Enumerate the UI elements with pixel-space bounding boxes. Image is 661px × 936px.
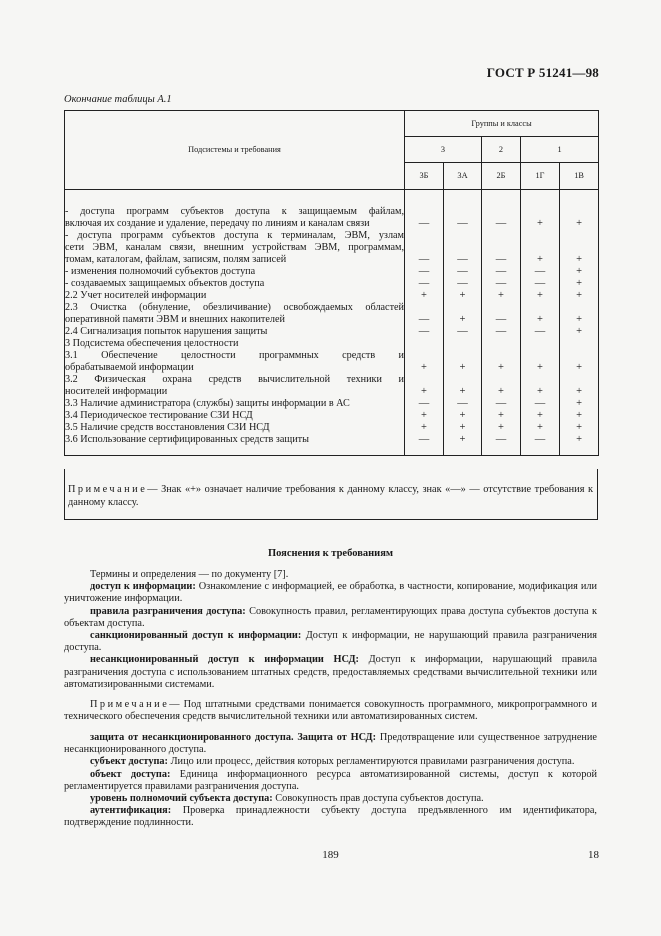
class-mark: + [521,206,560,230]
class-mark: — [482,434,521,446]
requirement-line: 3.3 Наличие администратора (службы) защиты информации в АС [65,397,350,409]
class-mark: + [521,290,560,302]
class-mark: + [521,230,560,266]
requirement-line: носителей информации [65,385,168,397]
requirement-text [65,422,405,434]
table-row [65,350,599,374]
class-mark: — [444,278,482,290]
table-row [65,374,599,398]
class-mark: — [521,398,560,410]
class-mark: + [405,350,444,374]
table-row [65,422,599,434]
requirement-line: 3.6 Использование сертифицированных средств защиты [65,433,309,445]
class-mark: + [560,410,599,422]
class-mark: + [405,374,444,398]
requirement-text [65,230,405,266]
class-mark: — [405,266,444,278]
class-mark: + [521,422,560,434]
requirement-line: 3.2 Физическая охрана средств вычислительной техники и [65,373,404,385]
definition: Доступ к информации, нарушающий правила разграничения доступа с использованием штатных средств, предоставляемых средствами вычислительной техники или автоматизированными системами. [64,654,598,690]
class-mark: + [560,230,599,266]
requirement-line: включая их создание и удаление, передачу по линиям и каналам связи [65,217,370,229]
term: доступ к информации: [90,581,196,593]
requirement-line: 3 Подсистема обеспечения целостности [65,337,239,349]
class-mark: + [444,410,482,422]
sheet-number: 18 [588,849,599,861]
definition: Доступ к информации, не нарушающий правила разграничения доступа. [64,630,597,654]
section-title: Пояснения к требованиям [267,548,394,559]
table-row [65,410,599,422]
class-mark: — [405,326,444,338]
requirement-text [65,278,405,290]
requirement-text [65,302,405,326]
class-mark: + [444,302,482,326]
requirement-line: 2.2 Учет носителей информации [65,289,207,301]
class-1v: 1В [560,163,599,190]
requirements-table [64,110,599,456]
class-mark: — [405,206,444,230]
table-note-text: — Знак «+» означает наличие требования к данному классу, знак «—» — отсутствие требования к данному классу. [68,484,593,508]
class-mark: + [521,302,560,326]
term-definition [64,769,597,793]
requirement-text [65,290,405,302]
table-row [65,398,599,410]
definition: Совокупность правил, регламентирующих права доступа субъектов доступа к объектам доступа. [64,605,597,629]
class-mark: — [482,302,521,326]
class-mark: + [560,374,599,398]
requirement-line: - доступа программ субъектов доступа к терминалам, ЭВМ, узлам [65,229,404,241]
requirement-text [65,206,405,230]
class-mark: + [560,434,599,446]
table-note [68,483,593,509]
requirement-line: сети ЭВМ, каналам связи, внешним устройствам ЭВМ, программам, [65,241,404,253]
table-row [65,266,599,278]
class-mark: — [482,230,521,266]
group-3: 3 [405,137,482,163]
class-mark: + [560,290,599,302]
class-mark: — [444,266,482,278]
class-mark: + [482,410,521,422]
term-definition [64,793,597,805]
column-title: Подсистемы и требования [65,111,405,190]
class-mark: — [482,206,521,230]
class-mark: — [405,398,444,410]
class-mark: — [521,326,560,338]
class-mark [444,338,482,350]
class-mark: + [560,302,599,326]
class-mark: + [521,350,560,374]
class-mark: + [521,374,560,398]
term: уровень полномочий субъекта доступа: [90,793,273,805]
class-mark: + [444,374,482,398]
class-mark: + [405,290,444,302]
class-mark: — [444,326,482,338]
requirement-text [65,434,405,446]
class-3b: 3Б [405,163,444,190]
term-definition [64,581,597,605]
term: защита от несанкционированного доступа. Защита от НСД: [90,732,377,743]
term: объект доступа: [90,768,171,780]
table-caption: Окончание таблицы А.1 [64,94,172,105]
requirement-line: 2.4 Сигнализация попыток нарушения защиты [65,325,268,337]
requirement-text [65,266,405,278]
class-mark: — [521,434,560,446]
class-mark [405,338,444,350]
class-mark: — [482,266,521,278]
class-mark: — [405,434,444,446]
term-definition [64,630,597,654]
class-mark: + [482,290,521,302]
requirement-line: - доступа программ субъектов доступа к защищаемым файлам, [65,205,404,217]
class-mark: — [521,266,560,278]
class-mark: + [444,434,482,446]
definition: Проверка принадлежности субъекту доступа предъявленного им идентификатора, подтверждение подлинности. [64,805,597,829]
class-mark: — [521,278,560,290]
class-mark [521,338,560,350]
intro-paragraph: Термины и определения — по документу [7]. [90,569,289,580]
requirement-text [65,326,405,338]
class-3a: 3А [444,163,482,190]
definition: Ознакомление с информацией, ее обработка, в частности, копирование, модификация или уничтожение информации. [64,581,597,605]
table-row [65,206,599,230]
class-2b: 2Б [482,163,521,190]
definition: Единица информационного ресурса автоматизированной системы, доступ к которой регламентируется правилами разграничения доступа. [64,768,597,792]
table-row [65,434,599,446]
class-mark: + [405,410,444,422]
requirement-line: томам, каталогам, файлам, записям, полям записей [65,253,287,265]
page-number: 189 [322,849,339,861]
explanation-note-text: — Под штатными средствами понимается совокупность программного, микропрограммного и технического обеспечения средств вычислительной техники или автоматизированных систем. [64,699,597,723]
group-1: 1 [521,137,599,163]
table-row [65,290,599,302]
standard-number: ГОСТ Р 51241—98 [486,65,599,80]
explanations-block-2 [64,732,597,830]
requirement-line: - изменения полномочий субъектов доступа [65,265,256,277]
requirement-line: 3.1 Обеспечение целостности программных средств и [65,349,404,361]
term: аутентификация: [90,805,172,817]
class-mark: + [521,410,560,422]
definition: Лицо или процесс, действия которых регламентируются правилами разграничения доступа. [168,756,575,768]
class-mark: + [482,374,521,398]
requirement-text [65,338,405,350]
class-mark: + [560,398,599,410]
class-mark: — [405,230,444,266]
class-mark [560,338,599,350]
definition: Совокупность прав доступа субъектов доступа. [272,793,484,805]
class-mark: + [560,278,599,290]
requirement-text [65,398,405,410]
table-row [65,230,599,266]
class-mark: + [560,422,599,434]
requirement-line: - создаваемых защищаемых объектов доступа [65,277,265,289]
term: несанкционированный доступ к информации НСД: [90,654,359,666]
requirement-text [65,410,405,422]
table-note-label: Примечание [68,484,148,495]
class-1g: 1Г [521,163,560,190]
class-mark: + [444,422,482,434]
class-mark: + [444,350,482,374]
class-mark: + [560,206,599,230]
class-mark [482,338,521,350]
class-mark: — [444,398,482,410]
table-row [65,326,599,338]
class-mark: — [405,278,444,290]
requirement-text [65,350,405,374]
term: правила разграничения доступа: [90,605,246,617]
definition: Предотвращение или существенное затруднение несанкционированного доступа. [64,732,597,756]
table-row [65,302,599,326]
groups-title: Группы и классы [405,111,599,137]
explanations-block-1 [64,569,597,691]
requirement-text [65,374,405,398]
requirement-line: 3.5 Наличие средств восстановления СЗИ НСД [65,421,270,433]
table-row [65,338,599,350]
class-mark: — [405,302,444,326]
term-definition [64,654,597,691]
class-mark: + [560,266,599,278]
class-mark: — [482,326,521,338]
requirement-line: обрабатываемой информации [65,361,194,373]
class-mark: + [405,422,444,434]
term-definition [64,756,597,768]
group-2: 2 [482,137,521,163]
explanation-note-label: Примечание [90,699,170,710]
requirement-line: оперативной памяти ЭВМ и внешних накопителей [65,313,285,325]
class-mark: — [444,230,482,266]
term-definition [64,732,597,756]
class-mark: + [560,350,599,374]
class-mark: + [482,350,521,374]
requirement-line: 2.3 Очистка (обнуление, обезличивание) освобождаемых областей [65,301,404,313]
class-mark: — [482,398,521,410]
class-mark: — [444,206,482,230]
class-mark: + [444,290,482,302]
term: санкционированный доступ к информации: [90,630,302,642]
class-mark: + [560,326,599,338]
term-definition [64,606,597,630]
term-definition [64,805,597,829]
class-mark: + [482,422,521,434]
requirement-line: 3.4 Периодическое тестирование СЗИ НСД [65,409,253,421]
class-mark: — [482,278,521,290]
term: субъект доступа: [90,756,168,768]
explanations-note [64,699,597,723]
table-row [65,278,599,290]
